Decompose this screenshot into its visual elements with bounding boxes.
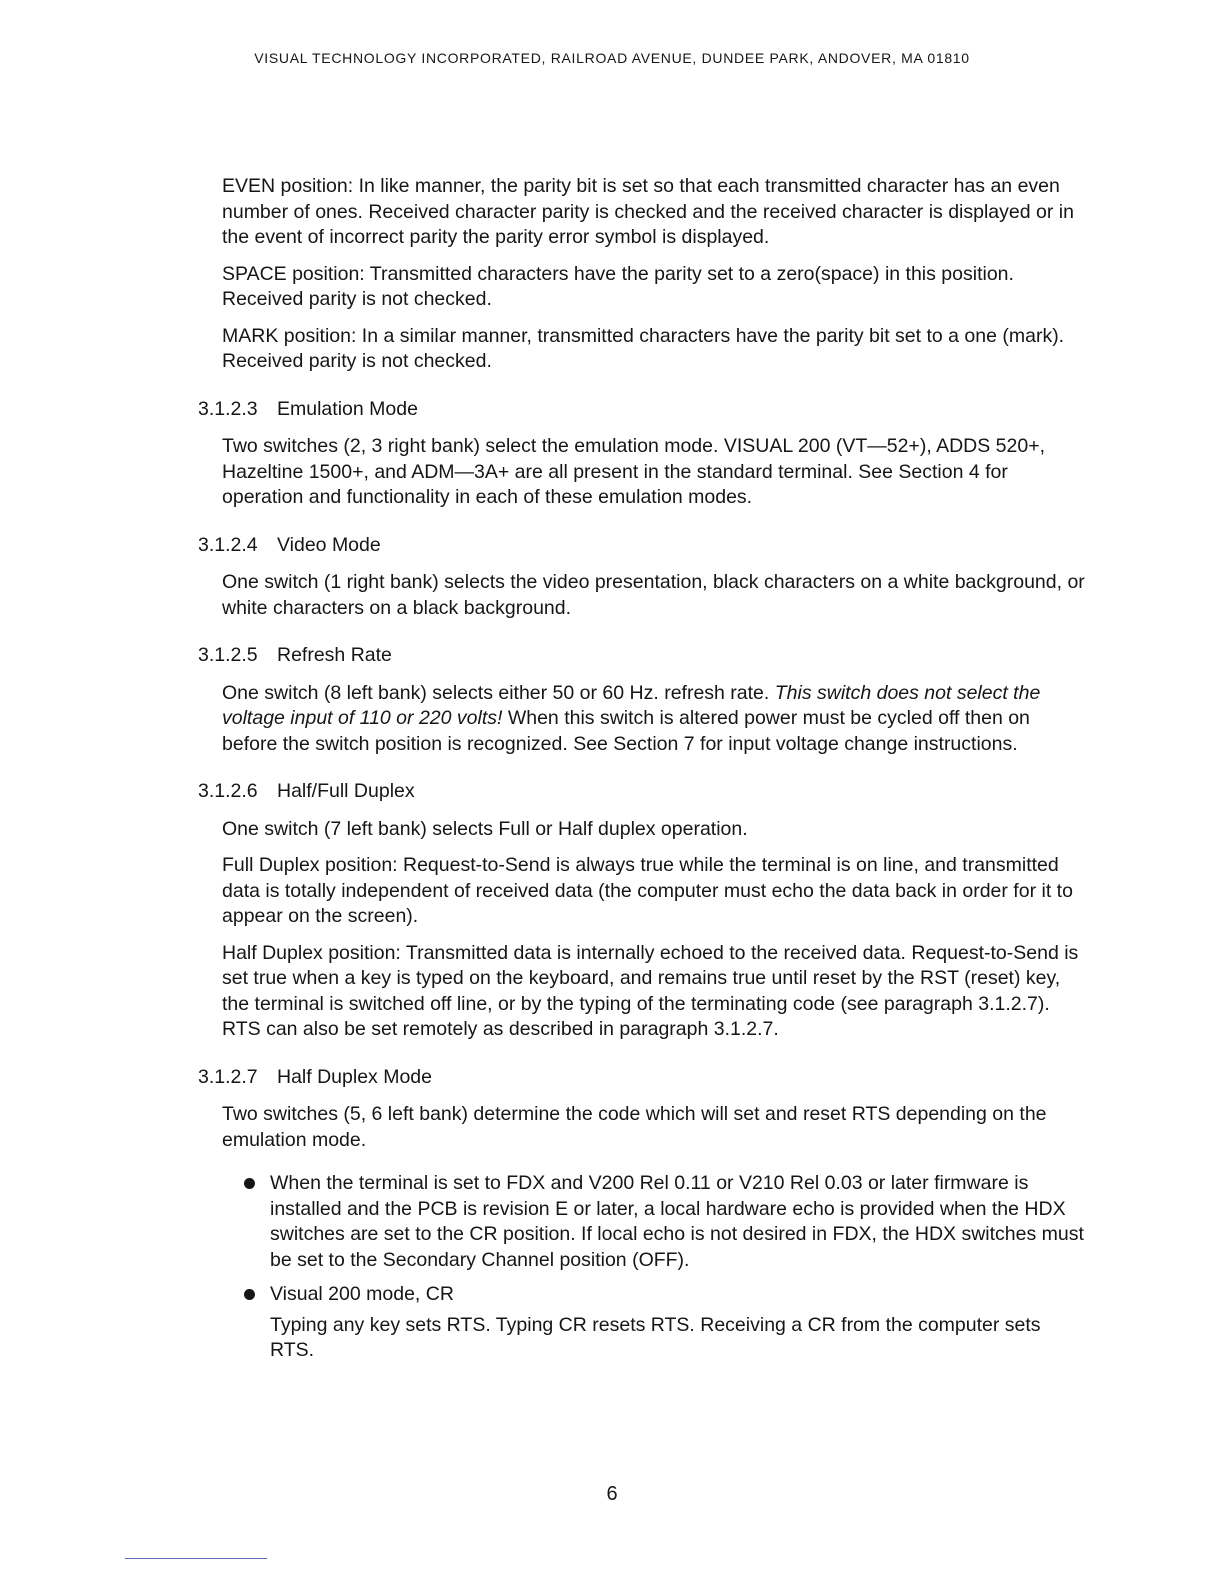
full-duplex-paragraph: Full Duplex position: Request-to-Send is always true while the terminal is on line, and transmitted data is totally independent of received data (the computer must echo the data back in order for it to appear on the screen).: [222, 854, 1073, 927]
section-heading-half-full-duplex: [198, 779, 1088, 805]
bullet-icon: [244, 1289, 255, 1300]
bullet-text: When the terminal is set to FDX and V200 Rel 0.11 or V210 Rel 0.03 or later firmware is installed and the PCB is revision E or later, a local hardware echo is provided when the HDX switches are set to the CR position. If local echo is not desired in FDX, the HDX switches must be set to the Secondary Channel position (OFF).: [270, 1172, 1084, 1271]
bullet-subtext: Typing any key sets RTS. Typing CR resets RTS. Receiving a CR from the computer sets RTS.: [270, 1313, 1041, 1361]
half-duplex-paragraph: Half Duplex position: Transmitted data is internally echoed to the received data. Request-to-Send is set true when a key is typed on the keyboard, and remains true until reset by the RST (reset) key, the terminal is switched off line, or by the typing of the terminating code (see paragraph 3.1.2.7). RTS can also be set remotely as described in paragraph 3.1.2.7.: [222, 941, 1079, 1040]
section-number: 3.1.2.4: [198, 533, 258, 556]
section-title: Half/Full Duplex: [277, 780, 415, 802]
refresh-rate-text-end: When this switch is altered power must be cycled off then on before the switch position is recognized. See Section 7 for input voltage change instructions.: [222, 707, 1030, 755]
section-heading-refresh-rate: [198, 643, 1088, 669]
bullet-icon: [244, 1178, 255, 1189]
section-number: 3.1.2.7: [198, 1065, 258, 1088]
half-duplex-bullet-list: [270, 1171, 1088, 1364]
section-title: Refresh Rate: [277, 644, 392, 666]
emulation-mode-paragraph: Two switches (2, 3 right bank) select the emulation mode. VISUAL 200 (VT—52+), ADDS 520+, Hazeltine 1500+, and ADM—3A+ are all present in the standard terminal. See Section 4 for operation and functionality in each of these emulation modes.: [222, 435, 1046, 508]
parity-space-paragraph: SPACE position: Transmitted characters have the parity set to a zero(space) in this position. Received parity is not checked.: [222, 262, 1014, 310]
refresh-rate-warning: This switch does not select the voltage input of 110 or 220 volts!: [222, 681, 1041, 729]
list-item: [270, 1171, 1088, 1273]
video-mode-paragraph: One switch (1 right bank) selects the video presentation, black characters on a white background, or white characters on a black background.: [222, 571, 1085, 619]
section-heading-video-mode: [198, 533, 1088, 559]
section-title: Emulation Mode: [277, 397, 418, 420]
refresh-rate-text-start: One switch (8 left bank) selects either 50 or 60 Hz. refresh rate.: [222, 681, 775, 704]
section-number: 3.1.2.3: [198, 397, 258, 420]
section-number: 3.1.2.5: [198, 644, 258, 666]
section-heading-emulation-mode: [198, 397, 1088, 423]
section-title: Video Mode: [277, 533, 381, 556]
footer-rule: [125, 1558, 267, 1559]
section-title: Half Duplex Mode: [277, 1065, 432, 1088]
list-item: [270, 1282, 1088, 1364]
bullet-text: Visual 200 mode, CR: [270, 1283, 454, 1305]
page-number: 6: [606, 1483, 618, 1505]
section-number: 3.1.2.6: [198, 780, 258, 802]
page-header: VISUAL TECHNOLOGY INCORPORATED, RAILROAD AVENUE, DUNDEE PARK, ANDOVER, MA 01810: [254, 50, 970, 66]
duplex-intro-paragraph: One switch (7 left bank) selects Full or Half duplex operation.: [222, 817, 748, 840]
parity-mark-paragraph: MARK position: In a similar manner, transmitted characters have the parity bit set to a one (mark). Received parity is not checked.: [222, 324, 1065, 372]
section-heading-half-duplex-mode: [198, 1065, 1088, 1091]
parity-even-paragraph: EVEN position: In like manner, the parity bit is set so that each transmitted character has an even number of ones. Received character parity is checked and the received character is displayed or in the event of incorrect parity the parity error symbol is displayed.: [222, 175, 1074, 248]
half-duplex-mode-paragraph: Two switches (5, 6 left bank) determine the code which will set and reset RTS depending on the emulation mode.: [222, 1103, 1047, 1151]
refresh-rate-paragraph: [222, 681, 1088, 758]
document-body: [198, 174, 1088, 1373]
